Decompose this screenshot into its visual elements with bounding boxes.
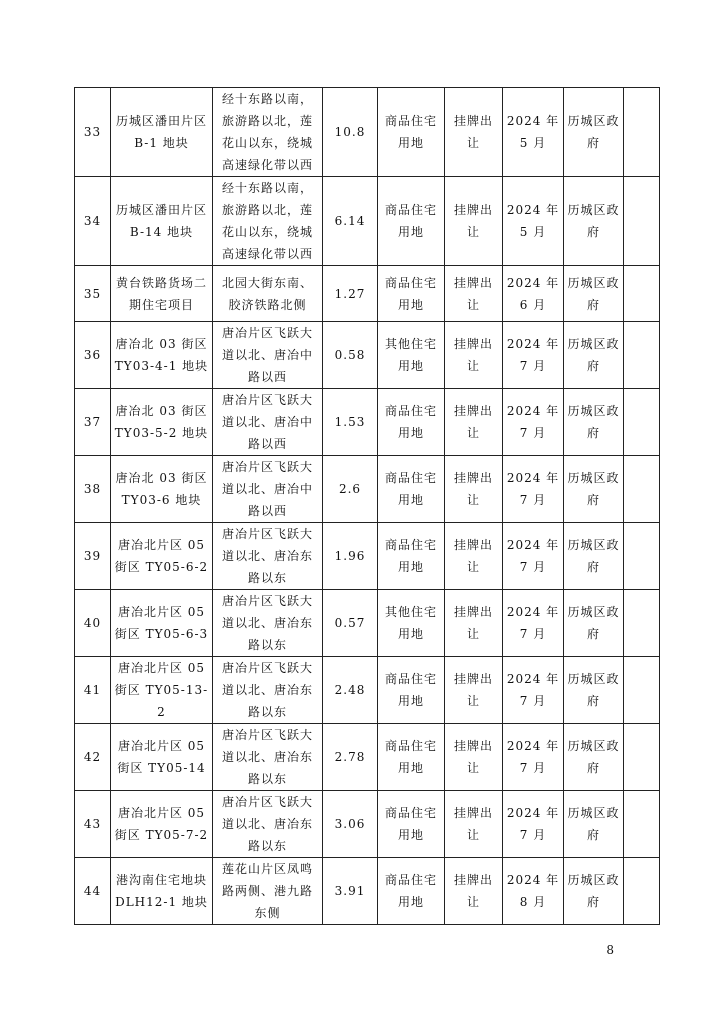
land-use-cell: 商品住宅用地: [378, 266, 445, 322]
time-cell: 2024 年7 月: [503, 456, 564, 523]
area-cell: 2.48: [323, 657, 378, 724]
area-cell: 1.53: [323, 389, 378, 456]
remarks-cell: [624, 791, 660, 858]
transfer-method-cell: 挂牌出让: [445, 523, 503, 590]
location-cell: 唐冶片区飞跃大道以北、唐冶东路以东: [213, 724, 323, 791]
plot-name-cell: 唐冶北片区 05街区 TY05-7-2: [111, 791, 213, 858]
transfer-method-cell: 挂牌出让: [445, 389, 503, 456]
land-use-cell: 商品住宅用地: [378, 523, 445, 590]
land-use-cell: 商品住宅用地: [378, 177, 445, 266]
plot-name-cell: 唐冶北 03 街区TY03-4-1 地块: [111, 322, 213, 389]
area-cell: 0.57: [323, 590, 378, 657]
land-use-cell: 其他住宅用地: [378, 590, 445, 657]
area-cell: 10.8: [323, 88, 378, 177]
table-row: [75, 590, 660, 657]
responsible-unit-cell: 历城区政府: [564, 523, 624, 590]
area-cell: 0.58: [323, 322, 378, 389]
location-cell: 唐冶片区飞跃大道以北、唐冶中路以西: [213, 322, 323, 389]
land-use-cell: 商品住宅用地: [378, 724, 445, 791]
table-row: [75, 389, 660, 456]
land-use-cell: 商品住宅用地: [378, 791, 445, 858]
remarks-cell: [624, 177, 660, 266]
row-number-cell: 44: [75, 858, 111, 925]
responsible-unit-cell: 历城区政府: [564, 88, 624, 177]
area-cell: 3.91: [323, 858, 378, 925]
plot-name-cell: 唐冶北 03 街区TY03-6 地块: [111, 456, 213, 523]
remarks-cell: [624, 590, 660, 657]
table-row: [75, 858, 660, 925]
responsible-unit-cell: 历城区政府: [564, 791, 624, 858]
area-cell: 1.96: [323, 523, 378, 590]
location-cell: 经十东路以南，旅游路以北，莲花山以东，绕城高速绿化带以西: [213, 177, 323, 266]
plot-name-cell: 历城区潘田片区B-1 地块: [111, 88, 213, 177]
responsible-unit-cell: 历城区政府: [564, 177, 624, 266]
transfer-method-cell: 挂牌出让: [445, 657, 503, 724]
plot-name-cell: 历城区潘田片区B-14 地块: [111, 177, 213, 266]
location-cell: 唐冶片区飞跃大道以北、唐冶东路以东: [213, 657, 323, 724]
transfer-method-cell: 挂牌出让: [445, 456, 503, 523]
table-row: [75, 322, 660, 389]
plot-name-cell: 港沟南住宅地块DLH12-1 地块: [111, 858, 213, 925]
remarks-cell: [624, 266, 660, 322]
time-cell: 2024 年8 月: [503, 858, 564, 925]
remarks-cell: [624, 389, 660, 456]
transfer-method-cell: 挂牌出让: [445, 791, 503, 858]
location-cell: 唐冶片区飞跃大道以北、唐冶中路以西: [213, 456, 323, 523]
row-number-cell: 41: [75, 657, 111, 724]
remarks-cell: [624, 657, 660, 724]
location-cell: 莲花山片区凤鸣路两侧、港九路东侧: [213, 858, 323, 925]
row-number-cell: 43: [75, 791, 111, 858]
row-number-cell: 34: [75, 177, 111, 266]
remarks-cell: [624, 456, 660, 523]
transfer-method-cell: 挂牌出让: [445, 266, 503, 322]
location-cell: 唐冶片区飞跃大道以北、唐冶东路以东: [213, 523, 323, 590]
row-number-cell: 35: [75, 266, 111, 322]
row-number-cell: 36: [75, 322, 111, 389]
plot-name-cell: 唐冶北片区 05街区 TY05-6-2: [111, 523, 213, 590]
land-use-cell: 其他住宅用地: [378, 322, 445, 389]
table-row: [75, 724, 660, 791]
area-cell: 3.06: [323, 791, 378, 858]
land-plot-table: [74, 87, 660, 925]
location-cell: 唐冶片区飞跃大道以北、唐冶东路以东: [213, 791, 323, 858]
transfer-method-cell: 挂牌出让: [445, 322, 503, 389]
transfer-method-cell: 挂牌出让: [445, 724, 503, 791]
plot-name-cell: 唐冶北片区 05街区 TY05-14: [111, 724, 213, 791]
table-body: [75, 88, 660, 925]
responsible-unit-cell: 历城区政府: [564, 389, 624, 456]
area-cell: 2.78: [323, 724, 378, 791]
area-cell: 6.14: [323, 177, 378, 266]
table-row: [75, 657, 660, 724]
area-cell: 2.6: [323, 456, 378, 523]
responsible-unit-cell: 历城区政府: [564, 590, 624, 657]
time-cell: 2024 年7 月: [503, 724, 564, 791]
location-cell: 唐冶片区飞跃大道以北、唐冶东路以东: [213, 590, 323, 657]
time-cell: 2024 年7 月: [503, 590, 564, 657]
responsible-unit-cell: 历城区政府: [564, 456, 624, 523]
land-use-cell: 商品住宅用地: [378, 858, 445, 925]
time-cell: 2024 年7 月: [503, 523, 564, 590]
land-use-cell: 商品住宅用地: [378, 456, 445, 523]
responsible-unit-cell: 历城区政府: [564, 657, 624, 724]
table-row: [75, 791, 660, 858]
time-cell: 2024 年6 月: [503, 266, 564, 322]
page-number: 8: [606, 943, 614, 957]
time-cell: 2024 年7 月: [503, 657, 564, 724]
remarks-cell: [624, 523, 660, 590]
land-use-cell: 商品住宅用地: [378, 657, 445, 724]
row-number-cell: 38: [75, 456, 111, 523]
table-row: [75, 456, 660, 523]
row-number-cell: 40: [75, 590, 111, 657]
remarks-cell: [624, 858, 660, 925]
location-cell: 北园大街东南、胶济铁路北侧: [213, 266, 323, 322]
table-row: [75, 88, 660, 177]
responsible-unit-cell: 历城区政府: [564, 858, 624, 925]
row-number-cell: 37: [75, 389, 111, 456]
responsible-unit-cell: 历城区政府: [564, 322, 624, 389]
time-cell: 2024 年7 月: [503, 791, 564, 858]
plot-name-cell: 唐冶北片区 05街区 TY05-13-2: [111, 657, 213, 724]
remarks-cell: [624, 88, 660, 177]
table-row: [75, 523, 660, 590]
time-cell: 2024 年7 月: [503, 322, 564, 389]
transfer-method-cell: 挂牌出让: [445, 88, 503, 177]
transfer-method-cell: 挂牌出让: [445, 858, 503, 925]
remarks-cell: [624, 322, 660, 389]
row-number-cell: 33: [75, 88, 111, 177]
time-cell: 2024 年5 月: [503, 177, 564, 266]
table-row: [75, 266, 660, 322]
time-cell: 2024 年7 月: [503, 389, 564, 456]
transfer-method-cell: 挂牌出让: [445, 590, 503, 657]
plot-name-cell: 黄台铁路货场二期住宅项目: [111, 266, 213, 322]
responsible-unit-cell: 历城区政府: [564, 266, 624, 322]
responsible-unit-cell: 历城区政府: [564, 724, 624, 791]
remarks-cell: [624, 724, 660, 791]
plot-name-cell: 唐冶北片区 05街区 TY05-6-3: [111, 590, 213, 657]
area-cell: 1.27: [323, 266, 378, 322]
table-row: [75, 177, 660, 266]
row-number-cell: 39: [75, 523, 111, 590]
location-cell: 经十东路以南，旅游路以北，莲花山以东，绕城高速绿化带以西: [213, 88, 323, 177]
time-cell: 2024 年5 月: [503, 88, 564, 177]
plot-name-cell: 唐冶北 03 街区TY03-5-2 地块: [111, 389, 213, 456]
row-number-cell: 42: [75, 724, 111, 791]
transfer-method-cell: 挂牌出让: [445, 177, 503, 266]
land-use-cell: 商品住宅用地: [378, 389, 445, 456]
land-use-cell: 商品住宅用地: [378, 88, 445, 177]
location-cell: 唐冶片区飞跃大道以北、唐冶中路以西: [213, 389, 323, 456]
